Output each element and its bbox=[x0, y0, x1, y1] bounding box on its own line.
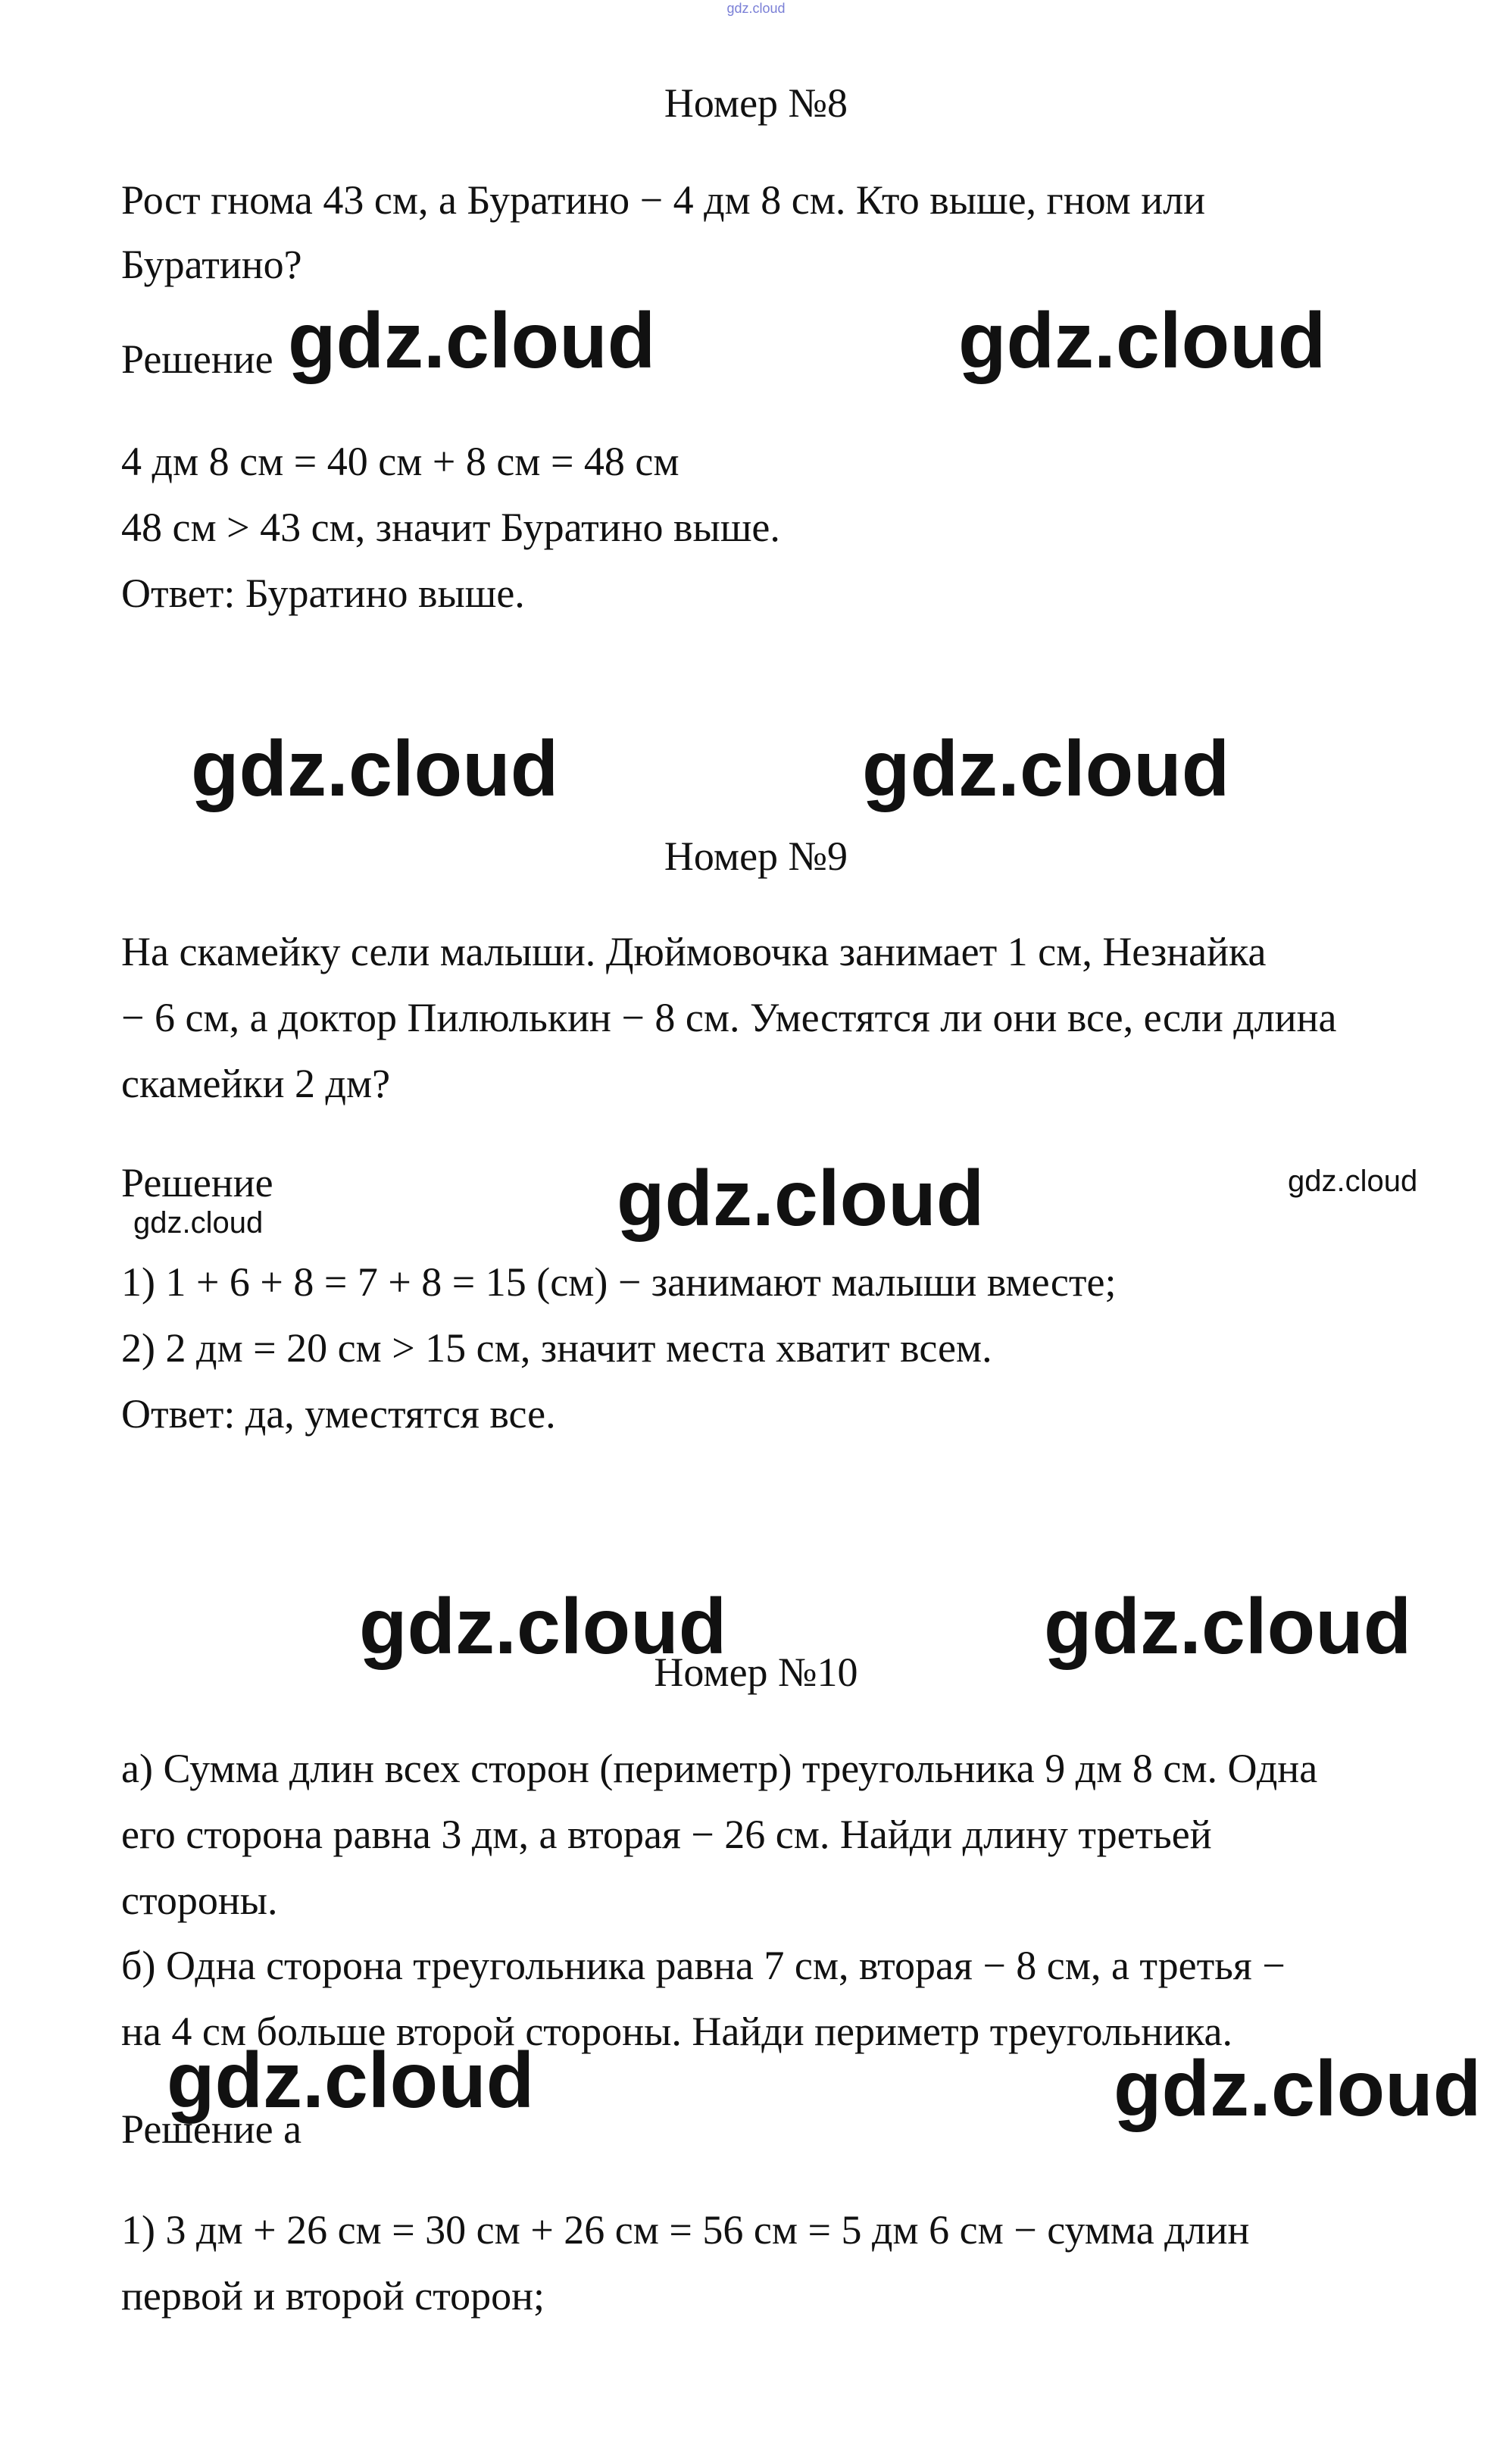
task9-question-line-2: − 6 см, а доктор Пилюлькин − 8 см. Уместятся ли они все, если длина bbox=[121, 995, 1337, 1040]
task9-solution-line-1: 1) 1 + 6 + 8 = 7 + 8 = 15 (см) − занимают малыши вместе; bbox=[121, 1259, 1117, 1305]
watermark: gdz.cloud bbox=[958, 297, 1326, 385]
watermark: gdz.cloud bbox=[167, 2037, 535, 2125]
task10-question-line-5: на 4 см больше второй стороны. Найди периметр треугольника. bbox=[121, 2009, 1232, 2054]
task8-question-line-2: Буратино? bbox=[121, 242, 302, 287]
task10-solution-line-1: 1) 3 дм + 26 см = 30 см + 26 см = 56 см = 5 дм 6 см − сумма длин bbox=[121, 2207, 1250, 2253]
task9-title: Номер №9 bbox=[664, 833, 848, 879]
task8-question-line-1: Рост гнома 43 см, а Буратино − 4 дм 8 см. Кто выше, гном или bbox=[121, 177, 1205, 223]
task10-solution-label: Решение а bbox=[121, 2106, 302, 2152]
watermark: gdz.cloud bbox=[191, 725, 559, 813]
task8-solution-label: Решение bbox=[121, 336, 273, 382]
task10-solution-line-2: первой и второй сторон; bbox=[121, 2273, 545, 2319]
task9-solution-label: Решение bbox=[121, 1160, 273, 1205]
watermark: gdz.cloud bbox=[1114, 2045, 1482, 2133]
task10-title: Номер №10 bbox=[654, 1650, 858, 1695]
watermark: gdz.cloud bbox=[359, 1583, 727, 1671]
watermark: gdz.cloud bbox=[288, 297, 656, 385]
watermark: gdz.cloud bbox=[1288, 1165, 1418, 1198]
task9-question-line-1: На скамейку сели малыши. Дюймовочка занимает 1 см, Незнайка bbox=[121, 929, 1267, 974]
task8-title: Номер №8 bbox=[664, 80, 848, 126]
task10-question-line-4: б) Одна сторона треугольника равна 7 см, вторая − 8 см, а третья − bbox=[121, 1943, 1286, 1988]
watermark: gdz.cloud bbox=[617, 1155, 985, 1243]
task10-question-line-1: а) Сумма длин всех сторон (периметр) треугольника 9 дм 8 см. Одна bbox=[121, 1746, 1318, 1791]
task8-solution-line-1: 4 дм 8 см = 40 см + 8 см = 48 см bbox=[121, 439, 679, 484]
watermark: gdz.cloud bbox=[1044, 1583, 1412, 1671]
task10-question-line-3: стороны. bbox=[121, 1878, 278, 1923]
watermark: gdz.cloud bbox=[133, 1206, 264, 1240]
watermark: gdz.cloud bbox=[862, 725, 1230, 813]
task8-solution-line-2: 48 см > 43 см, значит Буратино выше. bbox=[121, 505, 780, 550]
task8-answer: Ответ: Буратино выше. bbox=[121, 571, 525, 616]
task9-question-line-3: скамейки 2 дм? bbox=[121, 1061, 391, 1106]
task9-solution-line-2: 2) 2 дм = 20 см > 15 см, значит места хватит всем. bbox=[121, 1325, 992, 1371]
header-watermark: gdz.cloud bbox=[726, 1, 786, 16]
task10-question-line-2: его сторона равна 3 дм, а вторая − 26 см. Найди длину третьей bbox=[121, 1812, 1212, 1857]
task9-answer: Ответ: да, уместятся все. bbox=[121, 1391, 556, 1437]
